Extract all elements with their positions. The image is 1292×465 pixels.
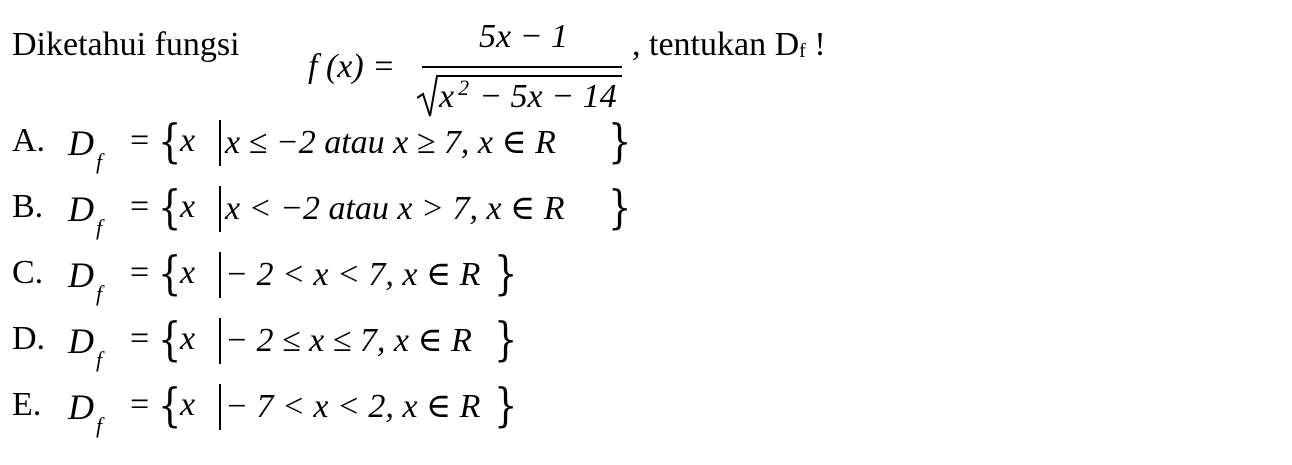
set-variable: x [180,122,196,159]
set-variable: x [180,386,196,423]
right-brace-icon: } [494,246,518,300]
set-condition: − 7 < x < 2, x ∈ R [225,388,481,425]
denominator-exponent: 2 [458,75,470,100]
set-condition: x ≤ −2 atau x ≥ 7, x ∈ R [225,124,556,161]
option-label: E. [12,386,42,423]
numerator: 5x − 1 [479,18,569,55]
equals-sign: = [130,320,150,357]
option-label: D. [12,320,46,357]
left-brace-icon: { [158,378,182,432]
domain-symbol: $D_f$ [68,321,103,372]
such-that-bar [219,252,221,298]
set-condition: − 2 < x < 7, x ∈ R [225,256,481,293]
option-label: C. [12,254,44,291]
such-that-bar [219,384,221,430]
suffix-subscript: f [799,40,806,62]
set-condition: x < −2 atau x > 7, x ∈ R [225,190,565,227]
set-variable: x [180,254,196,291]
denominator-rest: − 5x − 14 [479,78,617,115]
such-that-bar [219,186,221,232]
denominator-base: x [439,78,455,115]
right-brace-icon: } [608,114,632,168]
fraction-bar [422,66,622,68]
left-brace-icon: { [158,180,182,234]
question-prefix: Diketahui fungsi [12,26,240,63]
domain-symbol: $D_f$ [68,387,103,438]
equals-sign: = [130,122,150,159]
set-variable: x [180,188,196,225]
left-brace-icon: { [158,246,182,300]
domain-symbol: $D_f$ [68,123,103,174]
right-brace-icon: } [494,378,518,432]
denominator [417,74,622,118]
such-that-bar [219,318,221,364]
left-brace-icon: { [158,312,182,366]
equals-sign: = [130,188,150,225]
function-lhs: f (x) = [308,48,396,85]
option-label: A. [12,122,46,159]
equals-sign: = [130,254,150,291]
left-brace-icon: { [158,114,182,168]
domain-symbol: $D_f$ [68,255,103,306]
set-condition: − 2 ≤ x ≤ 7, x ∈ R [225,322,472,359]
question-suffix: , tentukan $D_f$ ! [632,26,826,63]
option-label: B. [12,188,44,225]
domain-symbol: $D_f$ [68,189,103,240]
equals-sign: = [130,386,150,423]
right-brace-icon: } [608,180,632,234]
such-that-bar [219,120,221,166]
set-variable: x [180,320,196,357]
right-brace-icon: } [494,312,518,366]
